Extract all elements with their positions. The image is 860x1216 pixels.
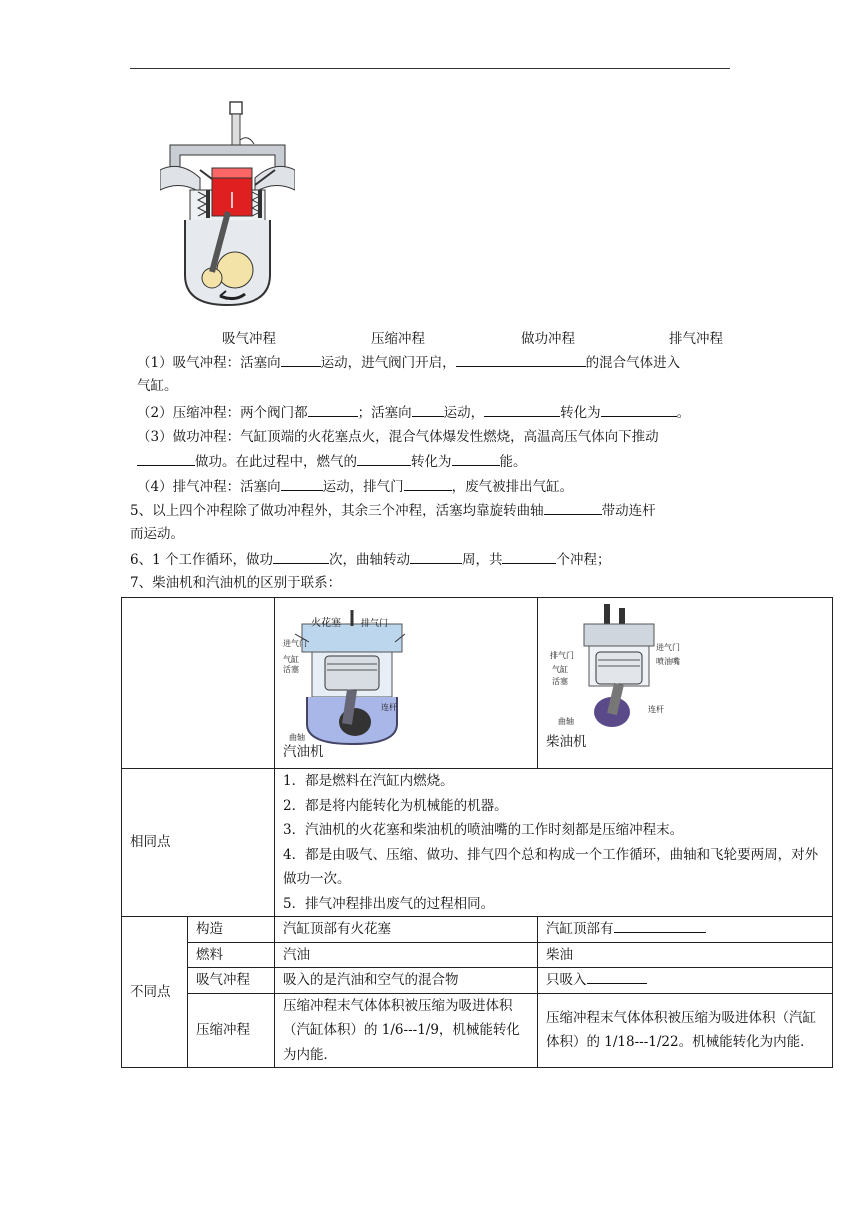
answer-blank[interactable]: [614, 918, 706, 933]
text: 只吸入: [546, 972, 587, 988]
question-3-line: （3）做功冲程：气缸顶端的火花塞点火，混合气体爆发性燃烧，高温高压气体向下推动: [137, 429, 659, 445]
text: 运动，进气阀门开启，: [320, 355, 456, 371]
text: 能。: [499, 454, 527, 470]
diff-item-label: 吸气冲程: [188, 968, 275, 994]
table-row-diff: [122, 968, 833, 994]
text: 。: [676, 405, 691, 421]
answer-blank[interactable]: [484, 402, 560, 417]
table-row-diff: [122, 917, 833, 943]
text: 转化为: [560, 405, 601, 421]
answer-blank[interactable]: [412, 402, 444, 417]
gas-label-rod: 连杆: [381, 703, 397, 712]
diesel-label-cylinder: 气缸: [552, 665, 568, 674]
text: 运动，: [443, 405, 485, 421]
answer-blank[interactable]: [410, 549, 462, 564]
text: （1）吸气冲程：活塞向: [137, 355, 281, 371]
same-point: 2．都是将内能转化为机械能的机器。: [283, 797, 508, 814]
answer-blank[interactable]: [544, 500, 602, 515]
question-4-line: [137, 476, 573, 497]
answer-blank[interactable]: [137, 451, 195, 466]
stroke-label-compression: 压缩冲程: [371, 331, 425, 347]
text: （4）排气冲程：活塞向: [137, 479, 281, 495]
same-points-label: 相同点: [122, 769, 275, 917]
answer-blank[interactable]: [404, 476, 452, 491]
diff-diesel-cell: [538, 917, 833, 943]
diff-diesel-cell: [538, 968, 833, 994]
diff-diesel-cell: 压缩冲程末气体体积被压缩为吸进体积（汽缸体积）的 1/18---1/22。机械能转化为内能．: [538, 993, 833, 1068]
answer-blank[interactable]: [456, 352, 586, 367]
answer-blank[interactable]: [281, 352, 321, 367]
gasoline-engine-caption: 汽油机: [283, 743, 324, 760]
question-7-line: 7、柴油机和汽油机的区别于联系：: [130, 575, 342, 591]
question-2-line: [137, 402, 690, 423]
diesel-label-exhaust-valve: 排气门: [550, 651, 574, 660]
text: 运动，排气门: [322, 479, 404, 495]
diff-gas-cell: 汽油: [275, 942, 538, 968]
diff-item-label: 压缩冲程: [188, 993, 275, 1068]
answer-blank[interactable]: [281, 476, 323, 491]
answer-blank[interactable]: [452, 451, 500, 466]
gas-label-piston: 活塞: [283, 665, 299, 674]
table-row-diff: [122, 993, 833, 1068]
question-3-line-cont: [137, 451, 527, 472]
table-row-same: [122, 769, 833, 917]
text: ；活塞向: [357, 405, 412, 421]
gas-label-intake-valve: 进气门: [283, 639, 307, 648]
answer-blank[interactable]: [357, 451, 411, 466]
text: 5、以上四个冲程除了做功冲程外，其余三个冲程，活塞均靠旋转曲轴: [130, 503, 544, 519]
diesel-label-intake-valve: 进气门: [656, 643, 680, 652]
gas-label-cylinder: 气缸: [283, 655, 299, 664]
diesel-label-crank: 曲轴: [558, 717, 574, 726]
gas-label-exhaust-valve: 排气门: [361, 619, 389, 629]
question-5-line-cont: 而运动。: [130, 526, 184, 542]
same-point: 5．排气冲程排出废气的过程相同。: [283, 895, 495, 912]
diesel-label-injector: 喷油嘴: [656, 657, 680, 666]
diff-diesel-cell: 柴油: [538, 942, 833, 968]
text: 6、1 个工作循环，做功: [130, 552, 273, 568]
gasoline-engine-figure-cell: [275, 598, 538, 769]
diesel-label-rod: 连杆: [648, 705, 664, 714]
table-row-figures: [122, 598, 833, 769]
diff-gas-cell: 压缩冲程末气体体积被压缩为吸进体积（汽缸体积）的 1/6---1/9，机械能转化为内能．: [275, 993, 538, 1068]
gas-label-spark: 火花塞: [311, 618, 341, 629]
answer-blank[interactable]: [308, 402, 358, 417]
text: 转化为: [411, 454, 452, 470]
diesel-engine-caption: 柴油机: [546, 733, 587, 750]
question-1-line: [137, 352, 680, 373]
same-point: 4．都是由吸气、压缩、做功、排气四个总和构成一个工作循环，曲轴和飞轮要两周，对外做功一次。: [283, 846, 819, 887]
diff-item-label: 燃料: [188, 942, 275, 968]
text: 次，曲轴转动: [328, 552, 410, 568]
question-1-line-cont: 气缸。: [137, 378, 178, 394]
diff-gas-cell: 汽缸顶部有火花塞: [275, 917, 538, 943]
question-5-line: [130, 500, 656, 521]
header-rule: [130, 68, 730, 69]
answer-blank[interactable]: [587, 969, 647, 984]
gas-label-crank: 曲轴: [289, 733, 305, 742]
same-points-list: [275, 769, 833, 917]
same-point: 1．都是燃料在汽缸内燃烧。: [283, 773, 454, 789]
text: 个冲程；: [556, 552, 611, 568]
table-row-diff: [122, 942, 833, 968]
diff-item-label: 构造: [188, 917, 275, 943]
text: ，废气被排出气缸。: [451, 479, 574, 495]
stroke-label-exhaust: 排气冲程: [669, 331, 723, 347]
engine-stroke-diagram: [160, 100, 295, 320]
diesel-engine-figure-cell: [538, 598, 833, 769]
diff-gas-cell: 吸入的是汽油和空气的混合物: [275, 968, 538, 994]
question-6-line: [130, 549, 610, 570]
stroke-label-intake: 吸气冲程: [222, 331, 276, 347]
answer-blank[interactable]: [601, 402, 677, 417]
text: 做功。在此过程中，燃气的: [195, 454, 357, 470]
engine-comparison-table: [121, 597, 833, 1068]
empty-cell: [122, 598, 275, 769]
text: 的混合气体进入: [585, 355, 681, 371]
answer-blank[interactable]: [502, 549, 556, 564]
text: 带动连杆: [601, 503, 656, 519]
text: 汽缸顶部有: [546, 921, 614, 937]
text: 周，共: [461, 552, 503, 568]
stroke-labels: [0, 327, 860, 347]
text: （2）压缩冲程：两个阀门都: [137, 405, 308, 421]
diff-points-label: 不同点: [122, 917, 188, 1068]
answer-blank[interactable]: [273, 549, 329, 564]
stroke-label-power: 做功冲程: [521, 331, 575, 347]
diesel-label-piston: 活塞: [552, 677, 568, 686]
same-point: 3．汽油机的火花塞和柴油机的喷油嘴的工作时刻都是压缩冲程末。: [283, 822, 684, 838]
